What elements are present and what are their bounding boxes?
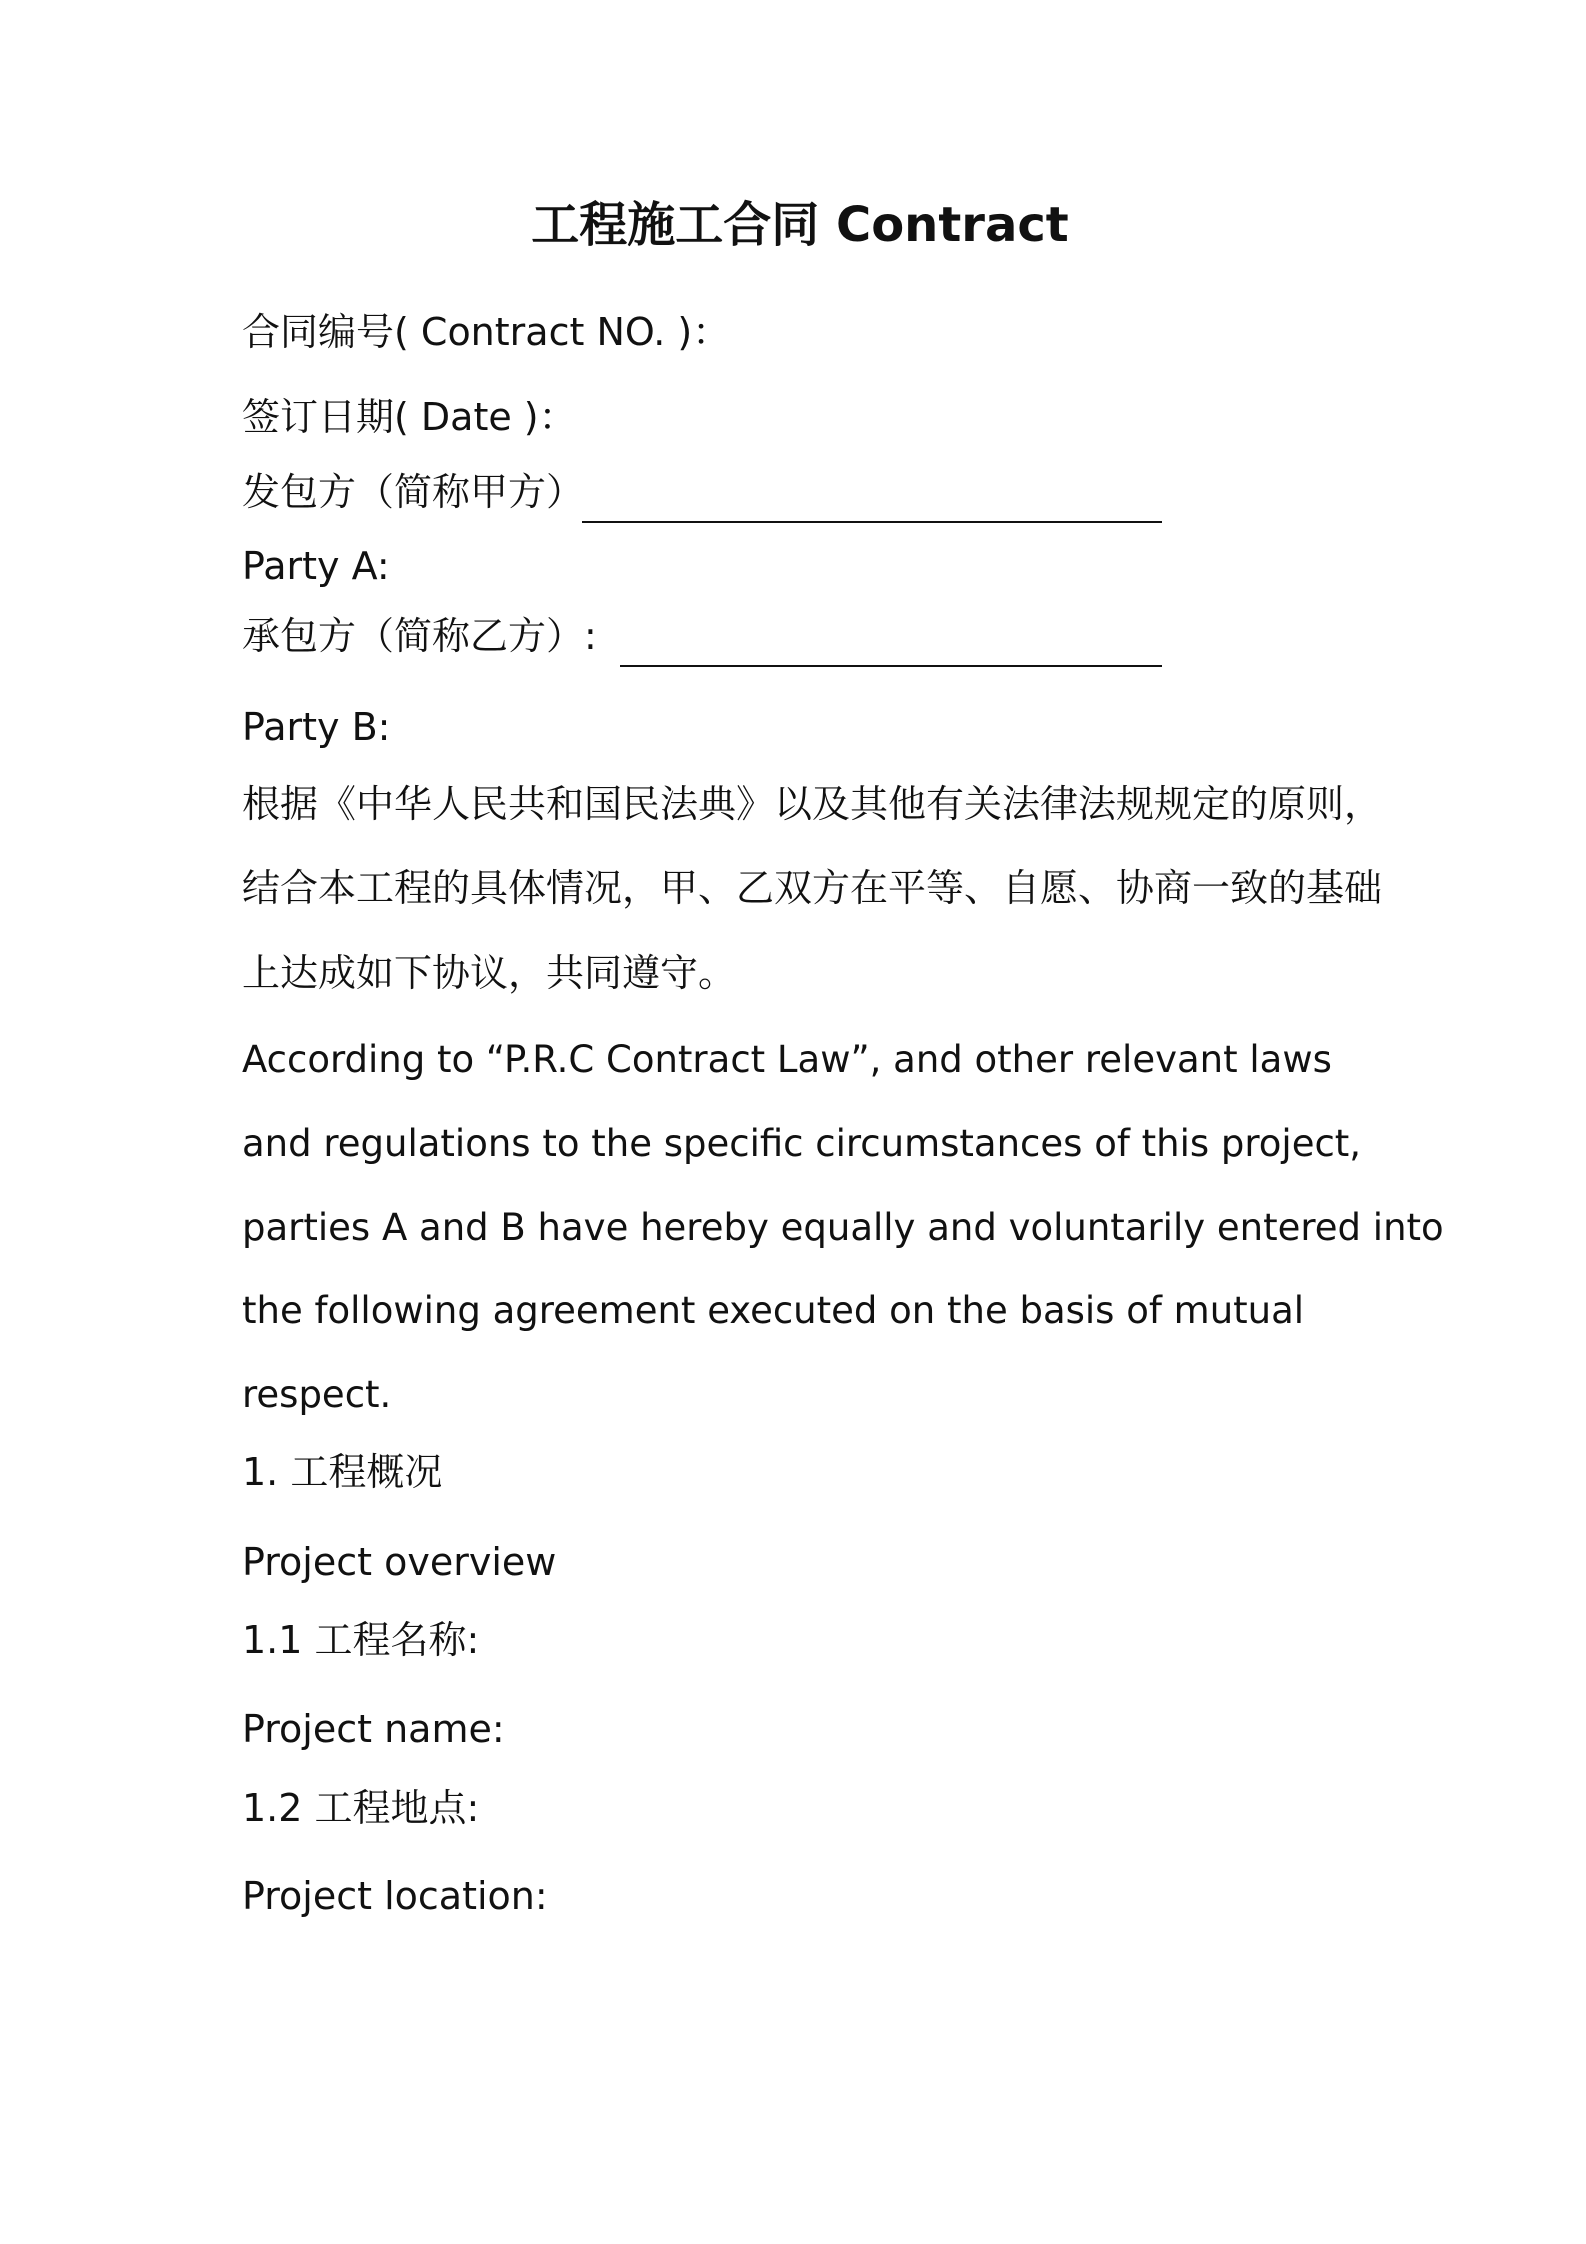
page-title: 工程施工合同 Contract (531, 197, 1069, 253)
project-location-cn-label: 1.2 工程地点: (242, 1786, 480, 1830)
project-name-en-label: Project name: (242, 1707, 505, 1751)
preamble-cn-line: 结合本工程的具体情况，甲、乙双方在平等、自愿、协商一致的基础 (242, 866, 1383, 910)
preamble-en-line: respect. (242, 1373, 392, 1416)
party-a-blank-line (582, 521, 1162, 523)
preamble-en-line: and regulations to the specific circumstances of this project, (242, 1122, 1362, 1165)
section-heading-en: Project overview (242, 1540, 557, 1584)
preamble-en-line: the following agreement executed on the basis of mutual (242, 1289, 1305, 1332)
signing-date-label: 签订日期( Date )： (242, 395, 577, 439)
section-heading-cn: 1. 工程概况 (242, 1450, 443, 1494)
preamble-cn-line: 上达成如下协议，共同遵守。 (242, 951, 737, 995)
party-a-cn-label: 发包方（简称甲方） (242, 470, 585, 514)
party-a-en-label: Party A: (242, 544, 390, 588)
party-b-blank-line (620, 665, 1162, 667)
party-b-cn-label: 承包方（简称乙方）: (242, 614, 597, 658)
preamble-en-line: According to “P.R.C Contract Law”, and other relevant laws (242, 1038, 1332, 1081)
preamble-cn-line: 根据《中华人民共和国民法典》以及其他有关法律法规规定的原则， (242, 782, 1383, 826)
party-b-en-label: Party B: (242, 705, 391, 749)
project-location-en-label: Project location: (242, 1874, 548, 1918)
contract-number-label: 合同编号( Contract NO. )： (242, 310, 731, 354)
project-name-cn-label: 1.1 工程名称: (242, 1618, 480, 1662)
preamble-en-line: parties A and B have hereby equally and voluntarily entered into (242, 1206, 1444, 1249)
